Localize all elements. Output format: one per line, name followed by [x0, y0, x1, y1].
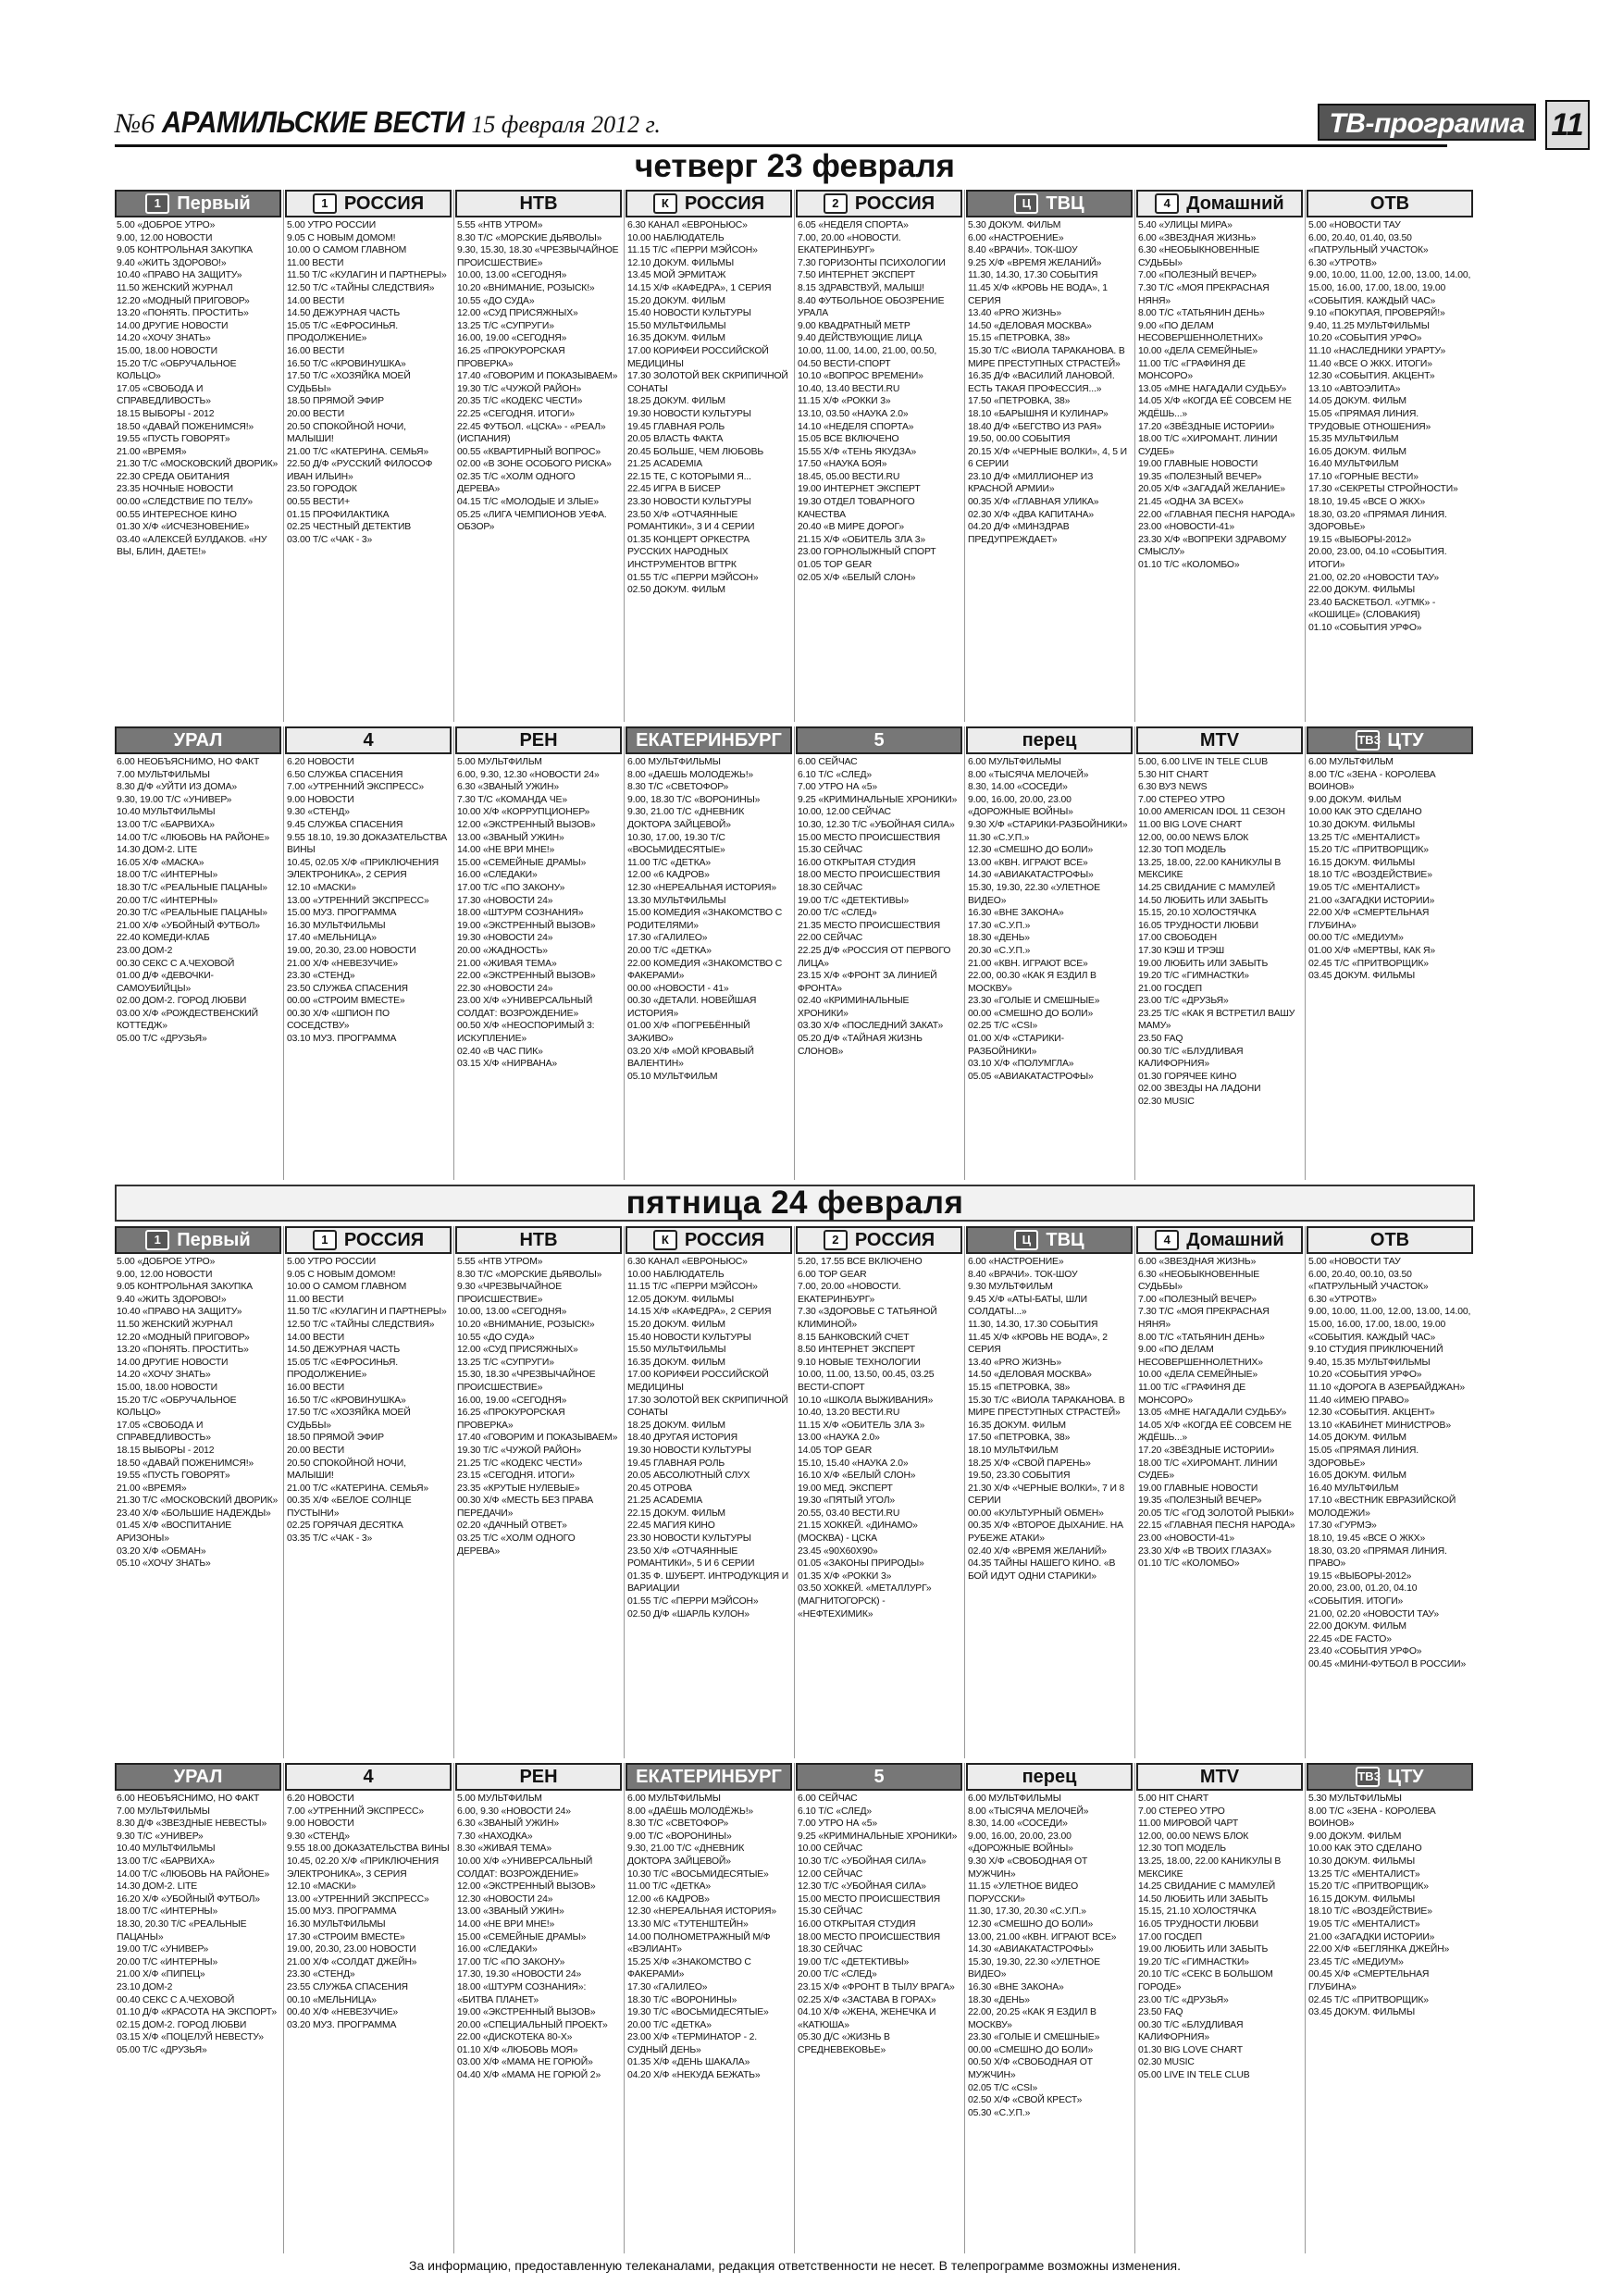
schedule-text: 5.00 МУЛЬТФИЛЬМ 6.00, 9.30 «НОВОСТИ 24» 6.30 «ЗВАНЫЙ УЖИН» 7.30 «НАХОДКА» 8.30 «ЖИВАЯ ТЕМА» 10.00 Х/Ф «УНИВЕРСАЛЬНЫЙ СОЛДАТ: ВОЗРОЖДЕНИЕ» 12.00 «ЭКСТРЕННЫЙ ВЫЗОВ» 12.30 «НОВОСТИ 24» 13.00 «ЗВАНЫЙ УЖИН» 14.00 «НЕ ВРИ МНЕ!» 15.00 «СЕМЕЙНЫЕ ДРАМЫ» 16.00 «СЛЕДАКИ» 17.00 Т/С «ПО ЗАКОНУ» 17.30, 19.30 «НОВОСТИ 24» 18.00 «ШТУРМ СОЗНАНИЯ»: «БИТВА ПЛАНЕТ» 19.00 «ЭКСТРЕННЫЙ ВЫЗОВ» 20.00 «СПЕЦИАЛЬНЫЙ ПРОЕКТ» 22.00 «ДИСКОТЕКА 80-Х» 01.10 Х/Ф «ЛЮБОВЬ МОЯ» 03.00 Х/Ф «МАМА НЕ ГОРЮЙ» 04.40 Х/Ф «МАМА НЕ ГОРЮЙ 2»	[457, 1793, 608, 2081]
channel-column	[1136, 1763, 1303, 2253]
channel-logo	[115, 190, 281, 217]
channel-schedule	[626, 754, 792, 1083]
channel-schedule	[455, 1791, 622, 2082]
channel-block	[115, 726, 1475, 1180]
schedule-text: 5.55 «НТВ УТРОМ» 8.30 Т/С «МОРСКИЕ ДЬЯВОЛЫ» 9.30, 15.30, 18.30 «ЧРЕЗВЫЧАЙНОЕ ПРОИСШЕСТВИЕ» 10.00, 13.00 «СЕГОДНЯ» 10.20 «ВНИМАНИЕ, РОЗЫСК!» 10.55 «ДО СУДА» 12.00 «СУД ПРИСЯЖНЫХ» 13.25 Т/С «СУПРУГИ» 16.00, 19.00 «СЕГОДНЯ» 16.25 «ПРОКУРОРСКАЯ ПРОВЕРКА» 17.40 «ГОВОРИМ И ПОКАЗЫВАЕМ» 19.30 Т/С «ЧУЖОЙ РАЙОН» 20.35 Т/С «КОДЕКС ЧЕСТИ» 22.25 «СЕГОДНЯ. ИТОГИ» 22.45 ФУТБОЛ. «ЦСКА» - «РЕАЛ» (ИСПАНИЯ) 00.55 «КВАРТИРНЫЙ ВОПРОС» 02.00 «В ЗОНЕ ОСОБОГО РИСКА» 02.35 Т/С «ХОЛМ ОДНОГО ДЕРЕВА» 04.15 Т/С «МОЛОДЫЕ И ЗЛЫЕ» 05.25 «ЛИГА ЧЕМПИОНОВ УЕФА. ОБЗОР»	[457, 220, 619, 533]
channel-column	[966, 726, 1133, 1180]
channel-schedule	[1307, 217, 1473, 635]
column-divider	[1134, 726, 1135, 1180]
schedule-text: 5.00 «НОВОСТИ ТАУ 6.00, 20.40, 00.10, 03.50 «ПАТРУЛЬНЫЙ УЧАСТОК» 6.30 «УТРОТВ» 9.00, 10.00, 11.00, 12.00, 13.00, 14.00, 15.00, 16.00, 17.00, 18.00, 19.00 «СОБЫТИЯ. КАЖДЫЙ ЧАС» 9.10 СТУДИЯ ПРИКЛЮЧЕНИЙ 9.40, 15.35 МУЛЬТФИЛЬМЫ 10.20 «СОБЫТИЯ УРФО» 11.10 «ДОРОГА В АЗЕРБАЙДЖАН» 11.40 «ИМЕЮ ПРАВО» 12.30 «СОБЫТИЯ. АКЦЕНТ» 13.10 «КАБИНЕТ МИНИСТРОВ» 14.05 ДОКУМ. ФИЛЬМ 15.05 «ПРЯМАЯ ЛИНИЯ. ЗДОРОВЬЕ» 16.05 ДОКУМ. ФИЛЬМ 16.40 МУЛЬТФИЛЬМ 17.10 «ВЕСТНИК ЕВРАЗИЙСКОЙ МОЛОДЕЖИ» 17.30 «ГУРМЭ» 18.10, 19.45 «ВСЕ О ЖКХ» 18.30, 03.20 «ПРЯМАЯ ЛИНИЯ. ПРАВО» 19.15 «ВЫБОРЫ-2012» 20.00, 23.00, 01.20, 04.10 «СОБЫТИЯ. ИТОГИ» 21.00, 02.20 «НОВОСТИ ТАУ» 22.00 ДОКУМ. ФИЛЬМ 22.45 «DE FACTO» 23.40 «СОБЫТИЯ УРФО» 00.45 «МИНИ-ФУТБОЛ В РОССИИ»	[1308, 1257, 1471, 1669]
channel-column	[1307, 1226, 1473, 1758]
channel-column	[115, 1226, 281, 1758]
channel-schedule	[115, 217, 281, 559]
channel-column	[966, 190, 1133, 722]
channel-name: ОТВ	[1369, 192, 1410, 214]
column-divider	[453, 1763, 454, 2253]
channel-logo	[796, 190, 962, 217]
channel-column	[1136, 1226, 1303, 1758]
channel-logo	[1136, 1763, 1303, 1791]
column-divider	[964, 726, 965, 1180]
channel-name: 5	[873, 729, 885, 751]
channel-logo	[626, 190, 792, 217]
schedule-text: 6.00 МУЛЬТФИЛЬМЫ 8.00 «ТЫСЯЧА МЕЛОЧЕЙ» 8.30, 14.00 «СОСЕДИ» 9.00, 16.00, 20.00, 23.00 «ДОРОЖНЫЕ ВОЙНЫ» 9.30 Х/Ф «СТАРИКИ-РАЗБОЙНИКИ» 11.30 «С.У.П.» 12.30 «СМЕШНО ДО БОЛИ» 13.00 «КВН. ИГРАЮТ ВСЕ» 14.30 «АВИАКАТАСТРОФЫ» 15.30, 19.30, 22.30 «УЛЕТНОЕ ВИДЕО» 16.30 «ВНЕ ЗАКОНА» 17.30 «С.У.П.» 18.30 «ДЕНЬ» 20.30 «С.У.П.» 21.00 «КВН. ИГРАЮТ ВСЕ» 22.00, 00.30 «КАК Я ЕЗДИЛ В МОСКВУ» 23.30 «ГОЛЫЕ И СМЕШНЫЕ» 00.00 «СМЕШНО ДО БОЛИ» 02.25 Т/С «CSI» 01.00 Х/Ф «СТАРИКИ-РАЗБОЙНИКИ» 03.10 Х/Ф «ПОЛУМГЛА» 05.05 «АВИАКАТАСТРОФЫ»	[968, 757, 1128, 1082]
channel-name: РЕН	[519, 729, 558, 751]
channel-name: 5	[873, 1766, 885, 1787]
channel-name: Первый	[177, 1229, 251, 1250]
channel-logo	[115, 1763, 281, 1791]
schedule-text: 5.55 «НТВ УТРОМ» 8.30 Т/С «МОРСКИЕ ДЬЯВОЛЫ» 9.30 «ЧРЕЗВЫЧАЙНОЕ ПРОИСШЕСТВИЕ» 10.00, 13.00 «СЕГОДНЯ» 10.20 «ВНИМАНИЕ, РОЗЫСК!» 10.55 «ДО СУДА» 12.00 «СУД ПРИСЯЖНЫХ» 13.25 Т/С «СУПРУГИ» 15.30, 18.30 «ЧРЕЗВЫЧАЙНОЕ ПРОИСШЕСТВИЕ» 16.00, 19.00 «СЕГОДНЯ» 16.25 «ПРОКУРОРСКАЯ ПРОВЕРКА» 17.40 «ГОВОРИМ И ПОКАЗЫВАЕМ» 19.30 Т/С «ЧУЖОЙ РАЙОН» 21.25 Т/С «КОДЕКС ЧЕСТИ» 23.15 «СЕГОДНЯ. ИТОГИ» 23.35 «КРУТЫЕ НУЛЕВЫЕ» 00.30 Х/Ф «МЕСТЬ БЕЗ ПРАВА ПЕРЕДАЧИ» 02.20 «ДАЧНЫЙ ОТВЕТ» 03.25 Т/С «ХОЛМ ОДНОГО ДЕРЕВА»	[457, 1257, 618, 1557]
column-divider	[1134, 190, 1135, 722]
channel-schedule	[1307, 1791, 1473, 2019]
column-divider	[624, 1226, 625, 1758]
column-divider	[1134, 1226, 1135, 1758]
channel-name: Домашний	[1186, 1229, 1284, 1250]
channel-logo	[455, 190, 622, 217]
channel-badge-icon: 1	[313, 1230, 337, 1250]
channel-name: ОТВ	[1369, 1229, 1410, 1250]
channel-logo	[115, 726, 281, 754]
channel-logo	[285, 190, 452, 217]
schedule-text: 6.00 «ЗВЕЗДНАЯ ЖИЗНЬ» 6.30 «НЕОБЫКНОВЕННЫЕ СУДЬБЫ» 7.00 «ПОЛЕЗНЫЙ ВЕЧЕР» 7.30 Т/С «МОЯ ПРЕКРАСНАЯ НЯНЯ» 8.00 Т/С «ТАТЬЯНИН ДЕНЬ» 9.00 «ПО ДЕЛАМ НЕСОВЕРШЕННОЛЕТНИХ» 10.00 «ДЕЛА СЕМЕЙНЫЕ» 11.00 Т/С «ГРАФИНЯ ДЕ МОНСОРО» 13.05 «МНЕ НАГАДАЛИ СУДЬБУ» 14.05 Х/Ф «КОГДА ЕЁ СОВСЕМ НЕ ЖДЁШЬ...» 17.20 «ЗВЁЗДНЫЕ ИСТОРИИ» 18.00 Т/С «ХИРОМАНТ. ЛИНИИ СУДЕБ» 19.00 ГЛАВНЫЕ НОВОСТИ 19.35 «ПОЛЕЗНЫЙ ВЕЧЕР» 20.05 Т/С «ГОД ЗОЛОТОЙ РЫБКИ» 22.15 «ГЛАВНАЯ ПЕСНЯ НАРОДА» 23.00 «НОВОСТИ-41» 23.30 Х/Ф «В ТВОИХ ГЛАЗАХ» 01.10 Т/С «КОЛОМБО»	[1138, 1257, 1295, 1570]
channel-logo	[285, 1226, 452, 1254]
channel-column	[455, 1763, 622, 2253]
schedule-text: 5.30 МУЛЬТФИЛЬМЫ 8.00 Т/С «ЗЕНА - КОРОЛЕВА ВОИНОВ» 9.00 ДОКУМ. ФИЛЬМ 10.00 КАК ЭТО СДЕЛАНО 10.30 ДОКУМ. ФИЛЬМЫ 13.25 Т/С «МЕНТАЛИСТ» 15.20 Т/С «ПРИТВОРЩИК» 16.15 ДОКУМ. ФИЛЬМЫ 18.10 Т/С «ВОЗДЕЙСТВИЕ» 19.05 Т/С «МЕНТАЛИСТ» 21.00 «ЗАГАДКИ ИСТОРИИ» 22.00 Х/Ф «БЕГЛЯНКА ДЖЕЙН» 23.45 Т/С «МЕДИУМ» 00.45 Х/Ф «СМЕРТЕЛЬНАЯ ГЛУБИНА» 02.45 Т/С «ПРИТВОРЩИК» 03.45 ДОКУМ. ФИЛЬМЫ	[1308, 1793, 1450, 2018]
column-divider	[794, 1763, 795, 2253]
channel-column	[796, 190, 962, 722]
channel-name: ТВЦ	[1046, 1229, 1084, 1250]
channel-column	[796, 1226, 962, 1758]
channel-column	[966, 1763, 1133, 2253]
schedule-text: 6.20 НОВОСТИ 7.00 «УТРЕННИЙ ЭКСПРЕСС» 9.00 НОВОСТИ 9.30 «СТЕНД» 9.55 18.00 ДОКАЗАТЕЛЬСТВА ВИНЫ 10.45, 02.20 Х/Ф «ПРИКЛЮЧЕНИЯ ЭЛЕКТРОНИКА», 3 СЕРИЯ 12.10 «МАСКИ» 13.00 «УТРЕННИЙ ЭКСПРЕСС» 15.00 МУЗ. ПРОГРАММА 16.30 МУЛЬТФИЛЬМЫ 17.30 «СТРОИМ ВМЕСТЕ» 19.00, 20.30, 23.00 НОВОСТИ 21.00 Х/Ф «СОЛДАТ ДЖЕЙН» 23.30 «СТЕНД» 23.55 СЛУЖБА СПАСЕНИЯ 00.10 «МЕЛЬНИЦА» 00.40 Х/Ф «НЕВЕЗУЧИЕ» 03.20 МУЗ. ПРОГРАММА	[287, 1793, 450, 2030]
channel-column	[455, 726, 622, 1180]
channel-name: РОССИЯ	[343, 1229, 425, 1250]
channel-logo	[1307, 190, 1473, 217]
channel-schedule	[285, 1254, 452, 1545]
schedule-text: 6.00 НЕОБЪЯСНИМО, НО ФАКТ 7.00 МУЛЬТФИЛЬМЫ 8.30 Д/Ф «ЗВЕЗДНЫЕ НЕВЕСТЫ» 9.30 Т/С «УНИВЕР» 10.40 МУЛЬТФИЛЬМЫ 13.00 Т/С «БАРВИХА» 14.00 Т/С «ЛЮБОВЬ НА РАЙОНЕ» 14.30 ДОМ-2. LITE 16.20 Х/Ф «УБОЙНЫЙ ФУТБОЛ» 18.00 Т/С «ИНТЕРНЫ» 18.30, 20.30 Т/С «РЕАЛЬНЫЕ ПАЦАНЫ» 19.00 Т/С «УНИВЕР» 20.00 Т/С «ИНТЕРНЫ» 21.00 Х/Ф «ПИПЕЦ» 23.10 ДОМ-2 00.40 СЕКС С А.ЧЕХОВОЙ 01.10 Д/Ф «КРАСОТА НА ЭКСПОРТ» 02.15 ДОМ-2. ГОРОД ЛЮБВИ 03.15 Х/Ф «ПОЦЕЛУЙ НЕВЕСТУ» 05.00 Т/С «ДРУЗЬЯ»	[117, 1793, 277, 2055]
channel-logo	[1307, 726, 1473, 754]
schedule-text: 5.00 УТРО РОССИИ 9.05 С НОВЫМ ДОМОМ! 10.00 О САМОМ ГЛАВНОМ 11.00 ВЕСТИ 11.50 Т/С «КУЛАГИН И ПАРТНЕРЫ» 12.50 Т/С «ТАЙНЫ СЛЕДСТВИЯ» 14.00 ВЕСТИ 14.50 ДЕЖУРНАЯ ЧАСТЬ 15.05 Т/С «ЕФРОСИНЬЯ. ПРОДОЛЖЕНИЕ» 16.00 ВЕСТИ 16.50 Т/С «КРОВИНУШКА» 17.50 Т/С «ХОЗЯЙКА МОЕЙ СУДЬБЫ» 18.50 ПРЯМОЙ ЭФИР 20.00 ВЕСТИ 20.50 СПОКОЙНОЙ НОЧИ, МАЛЫШИ! 21.00 Т/С «КАТЕРИНА. СЕМЬЯ» 22.50 Д/Ф «РУССКИЙ ФИЛОСОФ ИВАН ИЛЬИН» 23.50 ГОРОДОК 00.55 ВЕСТИ+ 01.15 ПРОФИЛАКТИКА 02.25 ЧЕСТНЫЙ ДЕТЕКТИВ 03.00 Т/С «ЧАК - 3»	[287, 220, 447, 545]
channel-schedule	[796, 217, 962, 584]
channel-column	[115, 726, 281, 1180]
column-divider	[1134, 1763, 1135, 2253]
schedule-text: 6.00 МУЛЬТФИЛЬМ 8.00 Т/С «ЗЕНА - КОРОЛЕВА ВОИНОВ» 9.00 ДОКУМ. ФИЛЬМ 10.00 КАК ЭТО СДЕЛАНО 10.30 ДОКУМ. ФИЛЬМЫ 13.25 Т/С «МЕНТАЛИСТ» 15.20 Т/С «ПРИТВОРЩИК» 16.15 ДОКУМ. ФИЛЬМЫ 18.10 Т/С «ВОЗДЕЙСТВИЕ» 19.05 Т/С «МЕНТАЛИСТ» 21.00 «ЗАГАДКИ ИСТОРИИ» 22.00 Х/Ф «СМЕРТЕЛЬНАЯ ГЛУБИНА» 00.00 Т/С «МЕДИУМ» 01.00 Х/Ф «МЕРТВЫ, КАК Я» 02.45 Т/С «ПРИТВОРЩИК» 03.45 ДОКУМ. ФИЛЬМЫ	[1308, 757, 1436, 982]
channel-schedule	[285, 754, 452, 1046]
column-divider	[283, 1763, 284, 2253]
channel-name: УРАЛ	[173, 729, 223, 751]
channel-name: Первый	[177, 192, 251, 214]
channel-name: 4	[363, 1766, 374, 1787]
column-divider	[283, 190, 284, 722]
schedule-text: 6.00 МУЛЬТФИЛЬМЫ 8.00 «ТЫСЯЧА МЕЛОЧЕЙ» 8.30, 14.00 «СОСЕДИ» 9.00, 16.00, 20.00, 23.00 «ДОРОЖНЫЕ ВОЙНЫ» 9.30 Х/Ф «СВОБОДНАЯ ОТ МУЖЧИН» 11.15 «УЛЕТНОЕ ВИДЕО ПОРУССКИ» 11.30, 17.30, 20.30 «С.У.П.» 12.30 «СМЕШНО ДО БОЛИ» 13.00, 21.00 «КВН. ИГРАЮТ ВСЕ» 14.30 «АВИАКАТАСТРОФЫ» 15.30, 19.30, 22.30 «УЛЕТНОЕ ВИДЕО» 16.30 «ВНЕ ЗАКОНА» 18.30 «ДЕНЬ» 22.00, 20.25 «КАК Я ЕЗДИЛ В МОСКВУ» 23.30 «ГОЛЫЕ И СМЕШНЫЕ» 00.00 «СМЕШНО ДО БОЛИ» 00.50 Х/Ф «СВОБОДНАЯ ОТ МУЖЧИН» 02.05 Т/С «CSI» 02.50 Х/Ф «СВОЙ КРЕСТ» 05.30 «С.У.П.»	[968, 1793, 1117, 2118]
column-divider	[624, 1763, 625, 2253]
channel-block	[115, 1763, 1475, 2253]
footer-note: За информацию, предоставленную телеканалами, редакция ответственности не несет. В телепрограмме возможны изменения.	[409, 2258, 1181, 2273]
column-divider	[1305, 1763, 1306, 2253]
channel-column	[626, 726, 792, 1180]
channel-column	[285, 726, 452, 1180]
channel-badge-icon: ТВ3	[1356, 730, 1380, 751]
channel-logo	[626, 726, 792, 754]
channel-schedule	[966, 754, 1133, 1083]
channel-column	[285, 1763, 452, 2253]
channel-schedule	[796, 1791, 962, 2056]
channel-schedule	[455, 754, 622, 1071]
channel-column	[1307, 726, 1473, 1180]
channel-logo	[115, 1226, 281, 1254]
channel-logo	[796, 726, 962, 754]
channel-logo	[1136, 1226, 1303, 1254]
channel-name: УРАЛ	[173, 1766, 223, 1787]
channel-schedule	[966, 217, 1133, 546]
channel-badge-icon: К	[653, 1230, 677, 1250]
channel-name: MTV	[1199, 729, 1240, 751]
channel-logo	[966, 190, 1133, 217]
channel-logo	[285, 726, 452, 754]
channel-name: РОССИЯ	[343, 192, 425, 214]
channel-badge-icon: 4	[1155, 193, 1179, 214]
column-divider	[624, 190, 625, 722]
channel-logo	[1307, 1763, 1473, 1791]
schedule-text: 5.00 УТРО РОССИИ 9.05 С НОВЫМ ДОМОМ! 10.00 О САМОМ ГЛАВНОМ 11.00 ВЕСТИ 11.50 Т/С «КУЛАГИН И ПАРТНЕРЫ» 12.50 Т/С «ТАЙНЫ СЛЕДСТВИЯ» 14.00 ВЕСТИ 14.50 ДЕЖУРНАЯ ЧАСТЬ 15.05 Т/С «ЕФРОСИНЬЯ. ПРОДОЛЖЕНИЕ» 16.00 ВЕСТИ 16.50 Т/С «КРОВИНУШКА» 17.50 Т/С «ХОЗЯЙКА МОЕЙ СУДЬБЫ» 18.50 ПРЯМОЙ ЭФИР 20.00 ВЕСТИ 20.50 СПОКОЙНОЙ НОЧИ, МАЛЫШИ! 21.00 Т/С «КАТЕРИНА. СЕМЬЯ» 00.35 Х/Ф «БЕЛОЕ СОЛНЦЕ ПУСТЫНИ» 02.25 ГОРЯЧАЯ ДЕСЯТКА 03.35 Т/С «ЧАК - 3»	[287, 1257, 447, 1545]
channel-column	[1136, 190, 1303, 722]
channel-badge-icon: 1	[145, 193, 169, 214]
channel-badge-icon: 2	[824, 193, 848, 214]
channel-schedule	[796, 1254, 962, 1620]
column-divider	[964, 1226, 965, 1758]
channel-logo	[455, 1763, 622, 1791]
column-divider	[1305, 190, 1306, 722]
channel-schedule	[455, 217, 622, 534]
channel-column	[626, 1763, 792, 2253]
schedule-text: 5.30 ДОКУМ. ФИЛЬМ 6.00 «НАСТРОЕНИЕ» 8.40 «ВРАЧИ». ТОК-ШОУ 9.25 Х/Ф «ВРЕМЯ ЖЕЛАНИЙ» 11.30, 14.30, 17.30 СОБЫТИЯ 11.45 Х/Ф «КРОВЬ НЕ ВОДА», 1 СЕРИЯ 13.40 «PRO ЖИЗНЬ» 14.50 «ДЕЛОВАЯ МОСКВА» 15.15 «ПЕТРОВКА, 38» 15.30 Т/С «ВИОЛА ТАРАКАНОВА. В МИРЕ ПРЕСТУПНЫХ СТРАСТЕЙ» 16.35 Д/Ф «ВАСИЛИЙ ЛАНОВОЙ. ЕСТЬ ТАКАЯ ПРОФЕССИЯ...» 17.50 «ПЕТРОВКА, 38» 18.10 «БАРЫШНЯ И КУЛИНАР» 18.40 Д/Ф «БЕГСТВО ИЗ РАЯ» 19.50, 00.00 СОБЫТИЯ 20.15 Х/Ф «ЧЕРНЫЕ ВОЛКИ», 4, 5 И 6 СЕРИИ 23.10 Д/Ф «МИЛЛИОНЕР ИЗ КРАСНОЙ АРМИИ» 00.35 Х/Ф «ГЛАВНАЯ УЛИКА» 02.30 Х/Ф «ДВА КАПИТАНА» 04.20 Д/Ф «МИНЗДРАВ ПРЕДУПРЕЖДАЕТ»	[968, 220, 1127, 545]
channel-name: ЕКАТЕРИНБУРГ	[636, 1766, 782, 1787]
channel-badge-icon: Ц	[1014, 193, 1038, 214]
channel-name: MTV	[1199, 1766, 1240, 1787]
channel-column	[455, 1226, 622, 1758]
channel-column	[1136, 726, 1303, 1180]
channel-name: РОССИЯ	[684, 192, 765, 214]
masthead	[115, 104, 1584, 146]
channel-name: перец	[1022, 1766, 1077, 1787]
channel-schedule	[1136, 1254, 1303, 1570]
schedule-text: 6.00 МУЛЬТФИЛЬМЫ 8.00 «ДАЁШЬ МОЛОДЁЖЬ!» 8.30 Т/С «СВЕТОФОР» 9.00 Т/С «ВОРОНИНЫ» 9.30, 21.00 Т/С «ДНЕВНИК ДОКТОРА ЗАЙЦЕВОЙ» 10.30 Т/С «ВОСЬМИДЕСЯТЫЕ» 11.00 Т/С «ДЕТКА» 12.00 «6 КАДРОВ» 12.30 «НЕРЕАЛЬНАЯ ИСТОРИЯ» 13.30 М/С «ТУТЕНШТЕЙН» 14.00 ПОЛНОМЕТРАЖНЫЙ М/Ф «ВЭЛИАНТ» 15.25 Х/Ф «ЗНАКОМСТВО С ФАКЕРАМИ» 17.30 «ГАЛИЛЕО» 18.30 Т/С «ВОРОНИНЫ» 19.30 Т/С «ВОСЬМИДЕСЯТЫЕ» 20.00 Т/С «ДЕТКА» 23.00 Х/Ф «ТЕРМИНАТОР - 2. СУДНЫЙ ДЕНЬ» 01.35 Х/Ф «ДЕНЬ ШАКАЛА» 04.20 Х/Ф «НЕКУДА БЕЖАТЬ»	[627, 1793, 776, 2081]
channel-name: ЕКАТЕРИНБУРГ	[636, 729, 782, 751]
issue-number: №6	[115, 108, 155, 139]
schedule-text: 6.00 МУЛЬТФИЛЬМЫ 8.00 «ДАЕШЬ МОЛОДЕЖЬ!» 8.30 Т/С «СВЕТОФОР» 9.00, 18.30 Т/С «ВОРОНИНЫ» 9.30, 21.00 Т/С «ДНЕВНИК ДОКТОРА ЗАЙЦЕВОЙ» 10.30, 17.00, 19.30 Т/С «ВОСЬМИДЕСЯТЫЕ» 11.00 Т/С «ДЕТКА» 12.00 «6 КАДРОВ» 12.30 «НЕРЕАЛЬНАЯ ИСТОРИЯ» 13.30 МУЛЬТФИЛЬМЫ 15.00 КОМЕДИЯ «ЗНАКОМСТВО С РОДИТЕЛЯМИ» 17.30 «ГАЛИЛЕО» 20.00 Т/С «ДЕТКА» 22.00 КОМЕДИЯ «ЗНАКОМСТВО С ФАКЕРАМИ» 00.00 «НОВОСТИ - 41» 00.30 «ДЕТАЛИ. НОВЕЙШАЯ ИСТОРИЯ» 01.00 Х/Ф «ПОГРЕБЁННЫЙ ЗАЖИВО» 03.20 Х/Ф «МОЙ КРОВАВЫЙ ВАЛЕНТИН» 05.10 МУЛЬТФИЛЬМ	[627, 757, 783, 1082]
channel-column	[966, 1226, 1133, 1758]
paper-name: АРАМИЛЬСКИЕ ВЕСТИ	[161, 105, 465, 139]
channel-column	[1307, 1763, 1473, 2253]
channel-schedule	[1136, 1791, 1303, 2082]
channel-schedule	[285, 217, 452, 546]
masthead-title	[115, 105, 661, 140]
channel-schedule	[796, 754, 962, 1058]
channel-logo	[626, 1763, 792, 1791]
channel-schedule	[1136, 217, 1303, 572]
schedule-text: 6.00 НЕОБЪЯСНИМО, НО ФАКТ 7.00 МУЛЬТФИЛЬМЫ 8.30 Д/Ф «УЙТИ ИЗ ДОМА» 9.30, 19.00 Т/С «УНИВЕР» 10.40 МУЛЬТФИЛЬМЫ 13.00 Т/С «БАРВИХА» 14.00 Т/С «ЛЮБОВЬ НА РАЙОНЕ» 14.30 ДОМ-2. LITE 16.05 Х/Ф «МАСКА» 18.00 Т/С «ИНТЕРНЫ» 18.30 Т/С «РЕАЛЬНЫЕ ПАЦАНЫ» 20.00 Т/С «ИНТЕРНЫ» 20.30 Т/С «РЕАЛЬНЫЕ ПАЦАНЫ» 21.00 Х/Ф «УБОЙНЫЙ ФУТБОЛ» 22.40 КОМЕДИ-КЛАБ 23.00 ДОМ-2 00.30 СЕКС С А.ЧЕХОВОЙ 01.00 Д/Ф «ДЕВОЧКИ-САМОУБИЙЦЫ» 02.00 ДОМ-2. ГОРОД ЛЮБВИ 03.00 Х/Ф «РОЖДЕСТВЕНСКИЙ КОТТЕДЖ» 05.00 Т/С «ДРУЗЬЯ»	[117, 757, 270, 1045]
day-title: четверг 23 февраля	[635, 148, 955, 184]
channel-name: НТВ	[519, 192, 558, 214]
masthead-rule	[115, 144, 1447, 147]
channel-logo	[966, 1763, 1133, 1791]
channel-schedule	[626, 1254, 792, 1620]
channel-logo	[285, 1763, 452, 1791]
schedule-text: 5.40 «УЛИЦЫ МИРА» 6.00 «ЗВЕЗДНАЯ ЖИЗНЬ» 6.30 «НЕОБЫКНОВЕННЫЕ СУДЬБЫ» 7.00 «ПОЛЕЗНЫЙ ВЕЧЕР» 7.30 Т/С «МОЯ ПРЕКРАСНАЯ НЯНЯ» 8.00 Т/С «ТАТЬЯНИН ДЕНЬ» 9.00 «ПО ДЕЛАМ НЕСОВЕРШЕННОЛЕТНИХ» 10.00 «ДЕЛА СЕМЕЙНЫЕ» 11.00 Т/С «ГРАФИНЯ ДЕ МОНСОРО» 13.05 «МНЕ НАГАДАЛИ СУДЬБУ» 14.05 Х/Ф «КОГДА ЕЁ СОВСЕМ НЕ ЖДЁШЬ...» 17.20 «ЗВЁЗДНЫЕ ИСТОРИИ» 18.00 Т/С «ХИРОМАНТ. ЛИНИИ СУДЕБ» 19.00 ГЛАВНЫЕ НОВОСТИ 19.35 «ПОЛЕЗНЫЙ ВЕЧЕР» 20.05 Х/Ф «ЗАГАДАЙ ЖЕЛАНИЕ» 21.45 «ОДНА ЗА ВСЕХ» 22.00 «ГЛАВНАЯ ПЕСНЯ НАРОДА» 23.00 «НОВОСТИ-41» 23.30 Х/Ф «ВОПРЕКИ ЗДРАВОМУ СМЫСЛУ» 01.10 Т/С «КОЛОМБО»	[1138, 220, 1295, 571]
channel-column	[455, 190, 622, 722]
schedule-text: 6.05 «НЕДЕЛЯ СПОРТА» 7.00, 20.00 «НОВОСТИ. ЕКАТЕРИНБУРГ» 7.30 ГОРИЗОНТЫ ПСИХОЛОГИИ 7.50 ИНТЕРНЕТ ЭКСПЕРТ 8.15 ЗДРАВСТВУЙ, МАЛЫШ! 8.40 ФУТБОЛЬНОЕ ОБОЗРЕНИЕ УРАЛА 9.00 КВАДРАТНЫЙ МЕТР 9.40 ДЕЙСТВУЮЩИЕ ЛИЦА 10.00, 11.00, 14.00, 21.00, 00.50, 04.50 ВЕСТИ-СПОРТ 10.10 «ВОПРОС ВРЕМЕНИ» 10.40, 13.40 ВЕСТИ.RU 11.15 Х/Ф «РОККИ 3» 13.10, 03.50 «НАУКА 2.0» 14.10 «НЕДЕЛЯ СПОРТА» 15.05 ВСЕ ВКЛЮЧЕНО 15.55 Х/Ф «ТЕНЬ ЯКУДЗА» 17.50 «НАУКА БОЯ» 18.45, 05.00 ВЕСТИ.RU 19.00 ИНТЕРНЕТ ЭКСПЕРТ 19.30 ОТДЕЛ ТОВАРНОГО КАЧЕСТВА 20.40 «В МИРЕ ДОРОГ» 21.15 Х/Ф «ОБИТЕЛЬ ЗЛА 3» 23.00 ГОРНОЛЫЖНЫЙ СПОРТ 01.05 TOP GEAR 02.05 Х/Ф «БЕЛЫЙ СЛОН»	[798, 220, 946, 583]
channel-logo	[966, 1226, 1133, 1254]
schedule-text: 6.20 НОВОСТИ 6.50 СЛУЖБА СПАСЕНИЯ 7.00 «УТРЕННИЙ ЭКСПРЕСС» 9.00 НОВОСТИ 9.30 «СТЕНД» 9.45 СЛУЖБА СПАСЕНИЯ 9.55 18.10, 19.30 ДОКАЗАТЕЛЬСТВА ВИНЫ 10.45, 02.05 Х/Ф «ПРИКЛЮЧЕНИЯ ЭЛЕКТРОНИКА», 2 СЕРИЯ 12.10 «МАСКИ» 13.00 «УТРЕННИЙ ЭКСПРЕСС» 15.00 МУЗ. ПРОГРАММА 16.30 МУЛЬТФИЛЬМЫ 17.40 «МЕЛЬНИЦА» 19.00, 20.30, 23.00 НОВОСТИ 21.00 Х/Ф «НЕВЕЗУЧИЕ» 23.30 «СТЕНД» 23.50 СЛУЖБА СПАСЕНИЯ 00.00 «СТРОИМ ВМЕСТЕ» 00.30 Х/Ф «ШПИОН ПО СОСЕДСТВУ» 03.10 МУЗ. ПРОГРАММА	[287, 757, 448, 1045]
channel-schedule	[626, 1791, 792, 2082]
channel-column	[285, 190, 452, 722]
channel-schedule	[966, 1791, 1133, 2119]
column-divider	[453, 190, 454, 722]
channel-logo	[626, 1226, 792, 1254]
channel-block	[115, 1226, 1475, 1758]
channel-schedule	[285, 1791, 452, 2031]
schedule-text: 5.00 HIT CHART 7.00 СТЕРЕО УТРО 11.00 МИРОВОЙ ЧАРТ 12.00, 00.00 NEWS БЛОК 12.30 ТОП МОДЕЛЬ 13.25, 18.00, 22.00 КАНИКУЛЫ В МЕКСИКЕ 14.25 СВИДАНИЕ С МАМУЛЕЙ 14.50 ЛЮБИТЬ ИЛИ ЗАБЫТЬ 15.15, 21.10 ХОЛОСТЯЧКА 16.05 ТРУДНОСТИ ЛЮБВИ 17.00 ГОСДЕП 19.00 ЛЮБИТЬ ИЛИ ЗАБЫТЬ 19.20 Т/С «ГИМНАСТКИ» 20.10 Т/С «СЕКС В БОЛЬШОМ ГОРОДЕ» 23.00 Т/С «ДРУЗЬЯ» 23.50 FAQ 00.30 Т/С «БЛУДЛИВАЯ КАЛИФОРНИЯ» 01.30 BIG LOVE CHART 02.30 MUSIC 05.00 LIVE IN TELE CLUB	[1138, 1793, 1282, 2081]
channel-logo	[966, 726, 1133, 754]
channel-name: Домашний	[1186, 192, 1284, 214]
column-divider	[964, 190, 965, 722]
schedule-text: 6.00 СЕЙЧАС 6.10 Т/С «СЛЕД» 7.00 УТРО НА «5» 9.25 «КРИМИНАЛЬНЫЕ ХРОНИКИ» 10.00, 12.00 СЕЙЧАС 10.30, 12.30 Т/С «УБОЙНАЯ СИЛА» 15.00 МЕСТО ПРОИСШЕСТВИЯ 15.30 СЕЙЧАС 16.00 ОТКРЫТАЯ СТУДИЯ 18.00 МЕСТО ПРОИСШЕСТВИЯ 18.30 СЕЙЧАС 19.00 Т/С «ДЕТЕКТИВЫ» 20.00 Т/С «СЛЕД» 21.35 МЕСТО ПРОИСШЕСТВИЯ 22.00 СЕЙЧАС 22.25 Д/Ф «РОССИЯ ОТ ПЕРВОГО ЛИЦА» 23.15 Х/Ф «ФРОНТ ЗА ЛИНИЕЙ ФРОНТА» 02.40 «КРИМИНАЛЬНЫЕ ХРОНИКИ» 03.30 Х/Ф «ПОСЛЕДНИЙ ЗАКАТ» 05.20 Д/Ф «ТАЙНАЯ ЖИЗНЬ СЛОНОВ»	[798, 757, 958, 1057]
day-title: пятница 24 февраля	[115, 1185, 1475, 1222]
schedule-text: 5.20, 17.55 ВСЕ ВКЛЮЧЕНО 6.00 TOP GEAR 7.00, 20.00 «НОВОСТИ. ЕКАТЕРИНБУРГ» 7.30 «ЗДОРОВЬЕ С ТАТЬЯНОЙ КЛИМИНОЙ» 8.15 БАНКОВСКИЙ СЧЕТ 8.50 ИНТЕРНЕТ ЭКСПЕРТ 9.10 НОВЫЕ ТЕХНОЛОГИИ 10.00, 11.00, 13.50, 00.45, 03.25 ВЕСТИ-СПОРТ 10.10 «ШКОЛА ВЫЖИВАНИЯ» 10.40, 13.20 ВЕСТИ.RU 11.15 Х/Ф «ОБИТЕЛЬ ЗЛА 3» 13.00 «НАУКА 2.0» 14.05 TOP GEAR 15.10, 15.40 «НАУКА 2.0» 16.10 Х/Ф «БЕЛЫЙ СЛОН» 19.00 МЕД. ЭКСПЕРТ 19.30 «ПЯТЫЙ УГОЛ» 20.55, 03.40 ВЕСТИ.RU 21.15 ХОККЕЙ. «ДИНАМО» (МОСКВА) - ЦСКА 23.45 «90X60X90» 01.05 «ЗАКОНЫ ПРИРОДЫ» 01.35 Х/Ф «РОККИ 3» 03.50 ХОККЕЙ. «МЕТАЛЛУРГ» (МАГНИТОГОРСК) - «НЕФТЕХИМИК»	[798, 1257, 937, 1620]
channel-logo	[1136, 190, 1303, 217]
channel-badge-icon: К	[653, 193, 677, 214]
column-divider	[1305, 726, 1306, 1180]
channel-name: НТВ	[519, 1229, 558, 1250]
channel-logo	[796, 1763, 962, 1791]
schedule-text: 5.00 МУЛЬТФИЛЬМ 6.00, 9.30, 12.30 «НОВОСТИ 24» 6.30 «ЗВАНЫЙ УЖИН» 7.30 Т/С «КОМАНДА ЧЕ» 10.00 Х/Ф «КОРРУПЦИОНЕР» 12.00 «ЭКСТРЕННЫЙ ВЫЗОВ» 13.00 «ЗВАНЫЙ УЖИН» 14.00 «НЕ ВРИ МНЕ!» 15.00 «СЕМЕЙНЫЕ ДРАМЫ» 16.00 «СЛЕДАКИ» 17.00 Т/С «ПО ЗАКОНУ» 17.30 «НОВОСТИ 24» 18.00 «ШТУРМ СОЗНАНИЯ» 19.00 «ЭКСТРЕННЫЙ ВЫЗОВ» 19.30 «НОВОСТИ 24» 20.00 «ЖАДНОСТЬ» 21.00 «ЖИВАЯ ТЕМА» 22.00 «ЭКСТРЕННЫЙ ВЫЗОВ» 22.30 «НОВОСТИ 24» 23.00 Х/Ф «УНИВЕРСАЛЬНЫЙ СОЛДАТ: ВОЗРОЖДЕНИЕ» 00.50 Х/Ф «НЕОСПОРИМЫЙ 3: ИСКУПЛЕНИЕ» 02.40 «В ЧАС ПИК» 03.15 Х/Ф «НИРВАНА»	[457, 757, 600, 1070]
channel-name: РОССИЯ	[854, 192, 935, 214]
channel-column	[626, 1226, 792, 1758]
column-divider	[794, 726, 795, 1180]
channel-schedule	[455, 1254, 622, 1558]
channel-name: РЕН	[519, 1766, 558, 1787]
channel-column	[115, 190, 281, 722]
channel-logo	[796, 1226, 962, 1254]
channel-schedule	[115, 754, 281, 1046]
column-divider	[794, 190, 795, 722]
schedule-text: 5.00 «НОВОСТИ ТАУ 6.00, 20.40, 01.40, 03.50 «ПАТРУЛЬНЫЙ УЧАСТОК» 6.30 «УТРОТВ» 9.00, 10.00, 11.00, 12.00, 13.00, 14.00, 15.00, 16.00, 17.00, 18.00, 19.00 «СОБЫТИЯ. КАЖДЫЙ ЧАС» 9.10 «ПОКУПАЯ, ПРОВЕРЯЙ!» 9.40, 11.25 МУЛЬТФИЛЬМЫ 10.20 «СОБЫТИЯ УРФО» 11.10 «НАСЛЕДНИКИ УРАРТУ» 11.40 «ВСЕ О ЖКХ. ИТОГИ» 12.30 «СОБЫТИЯ. АКЦЕНТ» 13.10 «АВТОЭЛИТА» 14.05 ДОКУМ. ФИЛЬМ 15.05 «ПРЯМАЯ ЛИНИЯ. ТРУДОВЫЕ ОТНОШЕНИЯ» 15.35 МУЛЬТФИЛЬМ 16.05 ДОКУМ. ФИЛЬМ 16.40 МУЛЬТФИЛЬМ 17.10 «ГОРНЫЕ ВЕСТИ» 17.30 «СЕКРЕТЫ СТРОЙНОСТИ» 18.10, 19.45 «ВСЕ О ЖКХ» 18.30, 03.20 «ПРЯМАЯ ЛИНИЯ. ЗДОРОВЬЕ» 19.15 «ВЫБОРЫ-2012» 20.00, 23.00, 04.10 «СОБЫТИЯ. ИТОГИ» 21.00, 02.20 «НОВОСТИ ТАУ» 22.00 ДОКУМ. ФИЛЬМЫ 23.40 БАСКЕТБОЛ. «УГМК» - «КОШИЦЕ» (СЛОВАКИЯ) 01.10 «СОБЫТИЯ УРФО»	[1308, 220, 1471, 633]
column-divider	[453, 1226, 454, 1758]
channel-badge-icon: Ц	[1014, 1230, 1038, 1250]
channel-badge-icon: 2	[824, 1230, 848, 1250]
column-divider	[964, 1763, 965, 2253]
channel-block	[115, 190, 1475, 722]
column-divider	[1305, 1226, 1306, 1758]
column-divider	[794, 1226, 795, 1758]
section-title: ТВ-программа	[1318, 104, 1536, 141]
channel-column	[285, 1226, 452, 1758]
channel-schedule	[115, 1791, 281, 2056]
channel-logo	[455, 726, 622, 754]
channel-logo	[455, 1226, 622, 1254]
channel-name: ЦТУ	[1387, 729, 1424, 751]
channel-schedule	[966, 1254, 1133, 1582]
page-number: 11	[1545, 100, 1590, 150]
channel-column	[796, 726, 962, 1180]
channel-name: РОССИЯ	[684, 1229, 765, 1250]
channel-schedule	[626, 217, 792, 597]
channel-badge-icon: 1	[145, 1230, 169, 1250]
channel-schedule	[115, 1254, 281, 1570]
column-divider	[283, 726, 284, 1180]
channel-schedule	[1307, 1254, 1473, 1671]
schedule-text: 5.00 «ДОБРОЕ УТРО» 9.00, 12.00 НОВОСТИ 9.05 КОНТРОЛЬНАЯ ЗАКУПКА 9.40 «ЖИТЬ ЗДОРОВО!» 10.40 «ПРАВО НА ЗАЩИТУ» 11.50 ЖЕНСКИЙ ЖУРНАЛ 12.20 «МОДНЫЙ ПРИГОВОР» 13.20 «ПОНЯТЬ. ПРОСТИТЬ» 14.00 ДРУГИЕ НОВОСТИ 14.20 «ХОЧУ ЗНАТЬ» 15.00, 18.00 НОВОСТИ 15.20 Т/С «ОБРУЧАЛЬНОЕ КОЛЬЦО» 17.05 «СВОБОДА И СПРАВЕДЛИВОСТЬ» 18.15 ВЫБОРЫ - 2012 18.50 «ДАВАЙ ПОЖЕНИМСЯ!» 19.55 «ПУСТЬ ГОВОРЯТ» 21.00 «ВРЕМЯ» 21.30 Т/С «МОСКОВСКИЙ ДВОРИК» 22.30 СРЕДА ОБИТАНИЯ 23.35 НОЧНЫЕ НОВОСТИ 00.00 «СЛЕДСТВИЕ ПО ТЕЛУ» 00.55 ИНТЕРЕСНОЕ КИНО 01.30 Х/Ф «ИСЧЕЗНОВЕНИЕ» 03.40 «АЛЕКСЕЙ БУЛДАКОВ. «НУ ВЫ, БЛИН, ДАЕТЕ!»	[117, 220, 279, 558]
channel-column	[1307, 190, 1473, 722]
channel-schedule	[1136, 754, 1303, 1109]
schedule-text: 6.00 «НАСТРОЕНИЕ» 8.40 «ВРАЧИ». ТОК-ШОУ 9.30 МУЛЬТФИЛЬМ 9.45 Х/Ф «АТЫ-БАТЫ, ШЛИ СОЛДАТЫ...» 11.30, 14.30, 17.30 СОБЫТИЯ 11.45 Х/Ф «КРОВЬ НЕ ВОДА», 2 СЕРИЯ 13.40 «PRO ЖИЗНЬ» 14.50 «ДЕЛОВАЯ МОСКВА» 15.15 «ПЕТРОВКА, 38» 15.30 Т/С «ВИОЛА ТАРАКАНОВА. В МИРЕ ПРЕСТУПНЫХ СТРАСТЕЙ» 16.35 ДОКУМ. ФИЛЬМ 17.50 «ПЕТРОВКА, 38» 18.10 МУЛЬТФИЛЬМ 18.25 Х/Ф «СВОЙ ПАРЕНЬ» 19.50, 23.30 СОБЫТИЯ 21.30 Х/Ф «ЧЕРНЫЕ ВОЛКИ», 7 И 8 СЕРИИ 00.00 «КУЛЬТУРНЫЙ ОБМЕН» 00.35 Х/Ф «ВТОРОЕ ДЫХАНИЕ. НА РУБЕЖЕ АТАКИ» 02.40 Х/Ф «ВРЕМЯ ЖЕЛАНИЙ» 04.35 ТАЙНЫ НАШЕГО КИНО. «В БОЙ ИДУТ ОДНИ СТАРИКИ»	[968, 1257, 1125, 1582]
channel-badge-icon: 4	[1155, 1230, 1179, 1250]
schedule-text: 6.30 КАНАЛ «ЕВРОНЬЮС» 10.00 НАБЛЮДАТЕЛЬ 11.15 Т/С «ПЕРРИ МЭЙСОН» 12.05 ДОКУМ. ФИЛЬМЫ 14.15 Х/Ф «КАФЕДРА», 2 СЕРИЯ 15.20 ДОКУМ. ФИЛЬМ 15.40 НОВОСТИ КУЛЬТУРЫ 15.50 МУЛЬТФИЛЬМЫ 16.35 ДОКУМ. ФИЛЬМ 17.00 КОРИФЕИ РОССИЙСКОЙ МЕДИЦИНЫ 17.30 ЗОЛОТОЙ ВЕК СКРИПИЧНОЙ СОНАТЫ 18.25 ДОКУМ. ФИЛЬМ 18.40 ДРУГАЯ ИСТОРИЯ 19.30 НОВОСТИ КУЛЬТУРЫ 19.45 ГЛАВНАЯ РОЛЬ 20.05 АБСОЛЮТНЫЙ СЛУХ 20.45 ОТРОВА 21.25 ACADEMIA 22.15 ДОКУМ. ФИЛЬМ 22.45 МАГИЯ КИНО 23.30 НОВОСТИ КУЛЬТУРЫ 23.50 Х/Ф «ОТЧАЯННЫЕ РОМАНТИКИ», 5 И 6 СЕРИИ 01.35 Ф. ШУБЕРТ. ИНТРОДУКЦИЯ И ВАРИАЦИИ 01.55 Т/С «ПЕРРИ МЭЙСОН» 02.50 Д/Ф «ШАРЛЬ КУЛОН»	[627, 1257, 789, 1620]
channel-name: 4	[363, 729, 374, 751]
schedule-text: 6.30 КАНАЛ «ЕВРОНЬЮС» 10.00 НАБЛЮДАТЕЛЬ 11.15 Т/С «ПЕРРИ МЭЙСОН» 12.10 ДОКУМ. ФИЛЬМЫ 13.45 МОЙ ЭРМИТАЖ 14.15 Х/Ф «КАФЕДРА», 1 СЕРИЯ 15.20 ДОКУМ. ФИЛЬМ 15.40 НОВОСТИ КУЛЬТУРЫ 15.50 МУЛЬТФИЛЬМЫ 16.35 ДОКУМ. ФИЛЬМ 17.00 КОРИФЕИ РОССИЙСКОЙ МЕДИЦИНЫ 17.30 ЗОЛОТОЙ ВЕК СКРИПИЧНОЙ СОНАТЫ 18.25 ДОКУМ. ФИЛЬМ 19.30 НОВОСТИ КУЛЬТУРЫ 19.45 ГЛАВНАЯ РОЛЬ 20.05 ВЛАСТЬ ФАКТА 20.45 БОЛЬШЕ, ЧЕМ ЛЮБОВЬ 21.25 ACADEMIA 22.15 ТЕ, С КОТОРЫМИ Я... 22.45 ИГРА В БИСЕР 23.30 НОВОСТИ КУЛЬТУРЫ 23.50 Х/Ф «ОТЧАЯННЫЕ РОМАНТИКИ», 3 И 4 СЕРИИ 01.35 КОНЦЕРТ ОРКЕСТРА РУССКИХ НАРОДНЫХ ИНСТРУМЕНТОВ ВГТРК 01.55 Т/С «ПЕРРИ МЭЙСОН» 02.50 ДОКУМ. ФИЛЬМ	[627, 220, 788, 596]
channel-column	[115, 1763, 281, 2253]
schedule-text: 6.00 СЕЙЧАС 6.10 Т/С «СЛЕД» 7.00 УТРО НА «5» 9.25 «КРИМИНАЛЬНЫЕ ХРОНИКИ» 10.00 СЕЙЧАС 10.30 Т/С «УБОЙНАЯ СИЛА» 12.00 СЕЙЧАС 12.30 Т/С «УБОЙНАЯ СИЛА» 15.00 МЕСТО ПРОИСШЕСТВИЯ 15.30 СЕЙЧАС 16.00 ОТКРЫТАЯ СТУДИЯ 18.00 МЕСТО ПРОИСШЕСТВИЯ 18.30 СЕЙЧАС 19.00 Т/С «ДЕТЕКТИВЫ» 20.00 Т/С «СЛЕД» 23.15 Х/Ф «ФРОНТ В ТЫЛУ ВРАГА» 02.25 Х/Ф «ЗАСТАВА В ГОРАХ» 04.10 Х/Ф «ЖЕНА, ЖЕНЕЧКА И «КАТЮША» 05.30 Д/С «ЖИЗНЬ В СРЕДНЕВЕКОВЬЕ»	[798, 1793, 958, 2055]
schedule-text: 5.00, 6.00 LIVE IN TELE CLUB 5.30 HIT CHART 6.30 ВУЗ NEWS 7.00 СТЕРЕО УТРО 10.00 AMERICAN IDOL 11 СЕЗОН 11.00 BIG LOVE CHART 12.00, 00.00 NEWS БЛОК 12.30 ТОП МОДЕЛЬ 13.25, 18.00, 22.00 КАНИКУЛЫ В МЕКСИКЕ 14.25 СВИДАНИЕ С МАМУЛЕЙ 14.50 ЛЮБИТЬ ИЛИ ЗАБЫТЬ 15.15, 20.10 ХОЛОСТЯЧКА 16.05 ТРУДНОСТИ ЛЮБВИ 17.00 СВОБОДЕН 17.30 КЭШ И ТРЭШ 19.00 ЛЮБИТЬ ИЛИ ЗАБЫТЬ 19.20 Т/С «ГИМНАСТКИ» 21.00 ГОСДЕП 23.00 Т/С «ДРУЗЬЯ» 23.25 Т/С «КАК Я ВСТРЕТИЛ ВАШУ МАМУ» 23.50 FAQ 00.30 Т/С «БЛУДЛИВАЯ КАЛИФОРНИЯ» 01.30 ГОРЯЧЕЕ КИНО 02.00 ЗВЕЗДЫ НА ЛАДОНИ 02.30 MUSIC	[1138, 757, 1295, 1108]
channel-name: перец	[1022, 729, 1077, 751]
schedule-text: 5.00 «ДОБРОЕ УТРО» 9.00, 12.00 НОВОСТИ 9.05 КОНТРОЛЬНАЯ ЗАКУПКА 9.40 «ЖИТЬ ЗДОРОВО!» 10.40 «ПРАВО НА ЗАЩИТУ» 11.50 ЖЕНСКИЙ ЖУРНАЛ 12.20 «МОДНЫЙ ПРИГОВОР» 13.20 «ПОНЯТЬ. ПРОСТИТЬ» 14.00 ДРУГИЕ НОВОСТИ 14.20 «ХОЧУ ЗНАТЬ» 15.00, 18.00 НОВОСТИ 15.20 Т/С «ОБРУЧАЛЬНОЕ КОЛЬЦО» 17.05 «СВОБОДА И СПРАВЕДЛИВОСТЬ» 18.15 ВЫБОРЫ - 2012 18.50 «ДАВАЙ ПОЖЕНИМСЯ!» 19.55 «ПУСТЬ ГОВОРЯТ» 21.00 «ВРЕМЯ» 21.30 Т/С «МОСКОВСКИЙ ДВОРИК» 23.40 Х/Ф «БОЛЬШИЕ НАДЕЖДЫ» 01.45 Х/Ф «ВОСПИТАНИЕ АРИЗОНЫ» 03.20 Х/Ф «ОБМАН» 05.10 «ХОЧУ ЗНАТЬ»	[117, 1257, 279, 1570]
channel-badge-icon: ТВ3	[1356, 1767, 1380, 1787]
channel-name: РОССИЯ	[854, 1229, 935, 1250]
channel-logo	[1136, 726, 1303, 754]
channel-column	[626, 190, 792, 722]
channel-column	[796, 1763, 962, 2253]
channel-schedule	[1307, 754, 1473, 983]
column-divider	[453, 726, 454, 1180]
column-divider	[624, 726, 625, 1180]
column-divider	[283, 1226, 284, 1758]
channel-name: ЦТУ	[1387, 1766, 1424, 1787]
channel-badge-icon: 1	[313, 193, 337, 214]
channel-logo	[1307, 1226, 1473, 1254]
issue-date: 15 февраля 2012 г.	[471, 111, 661, 138]
channel-name: ТВЦ	[1046, 192, 1084, 214]
